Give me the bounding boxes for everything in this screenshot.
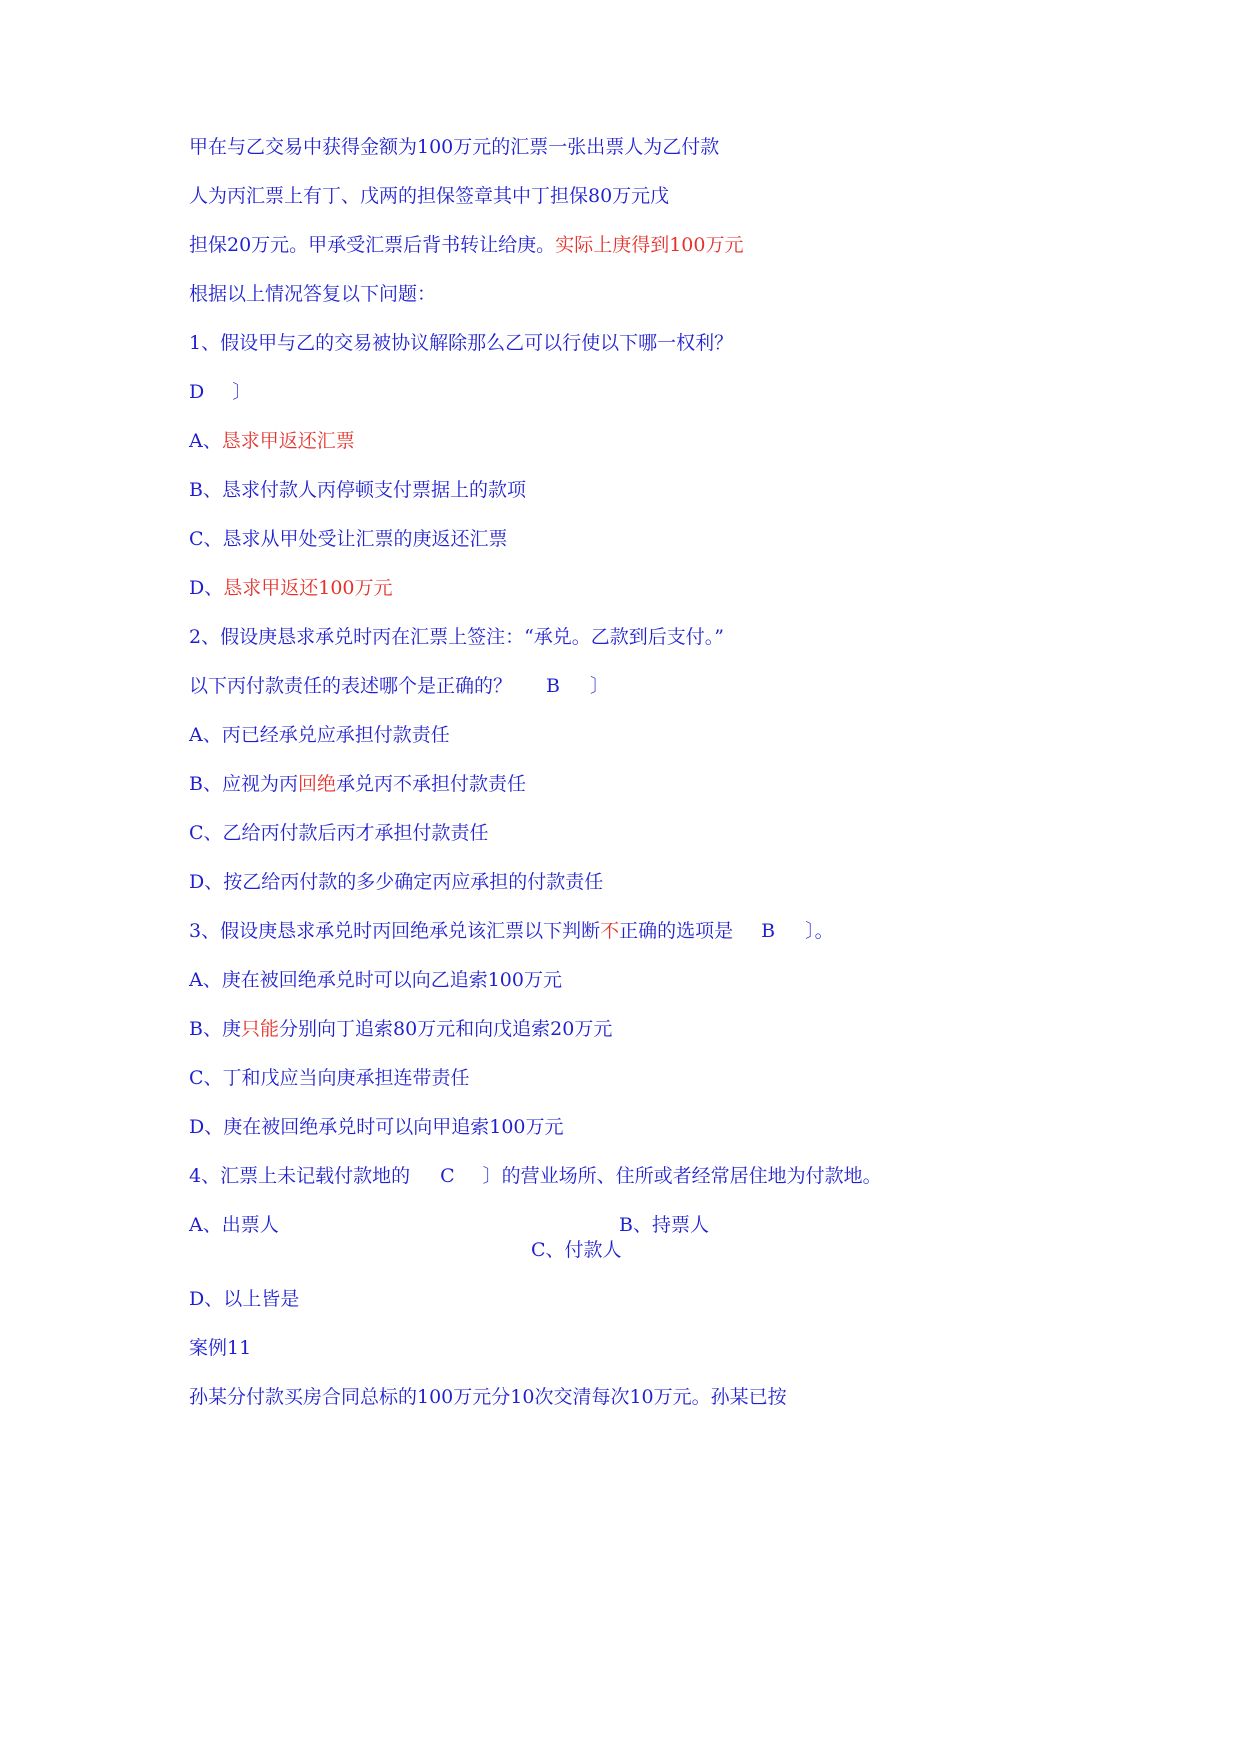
- question-1-option-b: [189, 477, 526, 503]
- case-11-text-1: 孙某分付款买房合同总标的100万元分10次交清每次10万元。孙某已按: [189, 1386, 787, 1408]
- question-2-option-d: [189, 869, 603, 895]
- question-3-text: 正确的选项是: [619, 920, 734, 942]
- question-3-option-c: [189, 1065, 470, 1091]
- intro-text-3-highlight: 实际上庚得到100万元: [555, 234, 744, 256]
- option-text: D、庚在被回绝承兑时可以向甲追索100万元: [189, 1116, 564, 1138]
- option-text: B、庚: [189, 1018, 241, 1040]
- option-text: B、恳求付款人丙停顿支付票据上的款项: [189, 479, 526, 501]
- option-text: C、乙给丙付款后丙才承担付款责任: [189, 822, 489, 844]
- option-text: B、应视为丙: [189, 773, 298, 795]
- option-text-highlight: 回绝: [297, 773, 336, 795]
- option-text-highlight: 恳求甲返还汇票: [221, 430, 355, 452]
- option-text: C、丁和戊应当向庚承担连带责任: [189, 1067, 470, 1089]
- question-1-text: 1、假设甲与乙的交易被协议解除那么乙可以行使以下哪一权利？: [189, 332, 734, 354]
- option-text: 承兑丙不承担付款责任: [335, 773, 526, 795]
- question-2: [189, 624, 724, 650]
- question-1: [189, 330, 733, 356]
- option-label: D、: [189, 577, 224, 599]
- option-text: C、付款人: [531, 1239, 622, 1261]
- option-text-highlight: 只能: [240, 1018, 279, 1040]
- intro-line-4: [189, 281, 436, 307]
- question-3-answer-bracket: 〕。: [805, 920, 834, 942]
- question-4-answer-letter: C: [440, 1165, 455, 1187]
- option-text: C、恳求从甲处受让汇票的庚返还汇票: [189, 528, 508, 550]
- option-label: A、: [189, 430, 222, 452]
- question-1-answer: [189, 379, 251, 405]
- question-1-answer-letter: D: [189, 381, 205, 403]
- intro-line-1: [189, 134, 719, 160]
- question-3-option-b: [189, 1016, 612, 1042]
- question-2-answer-letter: B: [546, 675, 560, 697]
- question-1-option-d: [189, 575, 393, 601]
- question-4-option-d: [189, 1286, 299, 1312]
- question-4-option-a: [189, 1212, 279, 1238]
- intro-line-3: [189, 232, 743, 258]
- option-text: A、丙已经承兑应承担付款责任: [189, 724, 450, 746]
- intro-text-4: 根据以上情况答复以下问题：: [189, 283, 437, 305]
- question-2-option-b: [189, 771, 526, 797]
- question-1-option-c: [189, 526, 508, 552]
- option-text: A、庚在被回绝承兑时可以向乙追索100万元: [189, 969, 562, 991]
- question-2-subtext: 以下丙付款责任的表述哪个是正确的？: [189, 675, 513, 697]
- question-3-text-highlight: 不: [600, 920, 620, 942]
- question-2-sub: [189, 673, 609, 699]
- intro-line-2: [189, 183, 669, 209]
- intro-text-2: 人为丙汇票上有丁、戊两的担保签章其中丁担保80万元戊: [189, 185, 670, 207]
- question-4-text: 4、汇票上未记载付款地的: [189, 1165, 411, 1187]
- question-4-option-c: [531, 1237, 622, 1263]
- question-3-answer-letter: B: [761, 920, 776, 942]
- question-2-answer-bracket: 〕: [589, 675, 609, 697]
- option-text: B、持票人: [619, 1214, 709, 1236]
- intro-text-1: 甲在与乙交易中获得金额为100万元的汇票一张出票人为乙付款: [189, 136, 720, 158]
- question-4: [189, 1163, 882, 1189]
- question-1-answer-bracket: 〕: [232, 381, 252, 403]
- question-4-option-b: [619, 1212, 709, 1238]
- question-2-option-a: [189, 722, 450, 748]
- case-11-line-1: [189, 1384, 787, 1410]
- case-11-title: [189, 1335, 251, 1361]
- option-text: D、以上皆是: [189, 1288, 300, 1310]
- option-text: D、按乙给丙付款的多少确定丙应承担的付款责任: [189, 871, 604, 893]
- option-text: A、出票人: [189, 1214, 279, 1236]
- intro-text-3: 担保20万元。甲承受汇票后背书转让给庚。: [189, 234, 556, 256]
- option-text: 分别向丁追索80万元和向戊追索20万元: [278, 1018, 613, 1040]
- question-2-text: 2、假设庚恳求承兑时丙在汇票上签注：“承兑。乙款到后支付。”: [189, 626, 725, 648]
- option-text-highlight: 恳求甲返还100万元: [223, 577, 393, 599]
- question-1-option-a: [189, 428, 355, 454]
- question-3-text: 3、假设庚恳求承兑时丙回绝承兑该汇票以下判断: [189, 920, 601, 942]
- question-2-option-c: [189, 820, 489, 846]
- question-4-text: 〕的营业场所、住所或者经常居住地为付款地。: [482, 1165, 882, 1187]
- question-3-option-d: [189, 1114, 564, 1140]
- question-3: [189, 918, 834, 944]
- question-3-option-a: [189, 967, 562, 993]
- case-11-title-text: 案例11: [189, 1337, 252, 1359]
